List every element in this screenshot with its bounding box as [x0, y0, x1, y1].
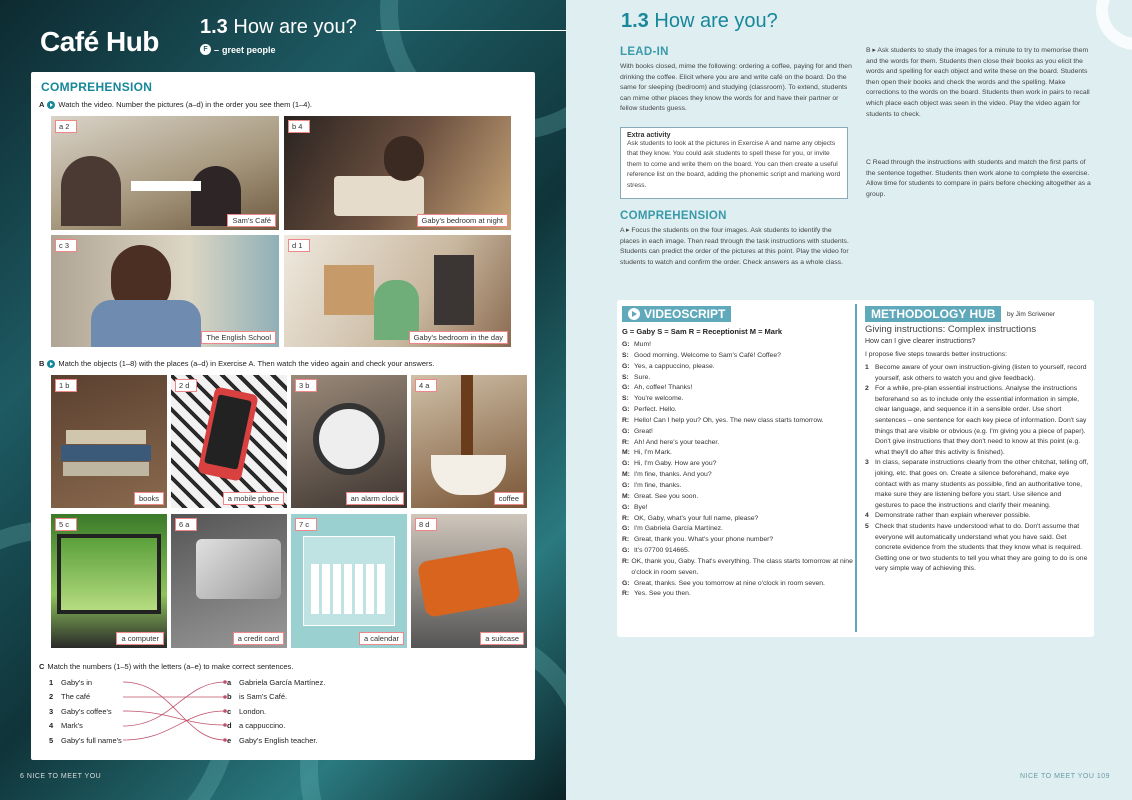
script-line: G: Bye! — [622, 503, 648, 511]
right-page — [566, 0, 1132, 800]
methodology-step: 5 Check that students have understood what to do. Don't assume that everyone will automatically understand what you have said. Get concrete evidence from the students that they know what is required. Getting one or two students to tell you what they are going to do is one very simple way of achieving this. — [865, 522, 1088, 573]
script-line: G: I'm Gabriela García Martínez. — [622, 525, 723, 533]
script-line: M: I'm fine, thanks. And you? — [622, 471, 712, 479]
picture-tag: 2 d — [175, 379, 197, 392]
comprehension-b-text: B ▸ Ask students to study the images for a minute to try to memorise them and the words for them. Students then close their books as you elicit the words and spelling for each object and write these on the board. Students then open their books and check the words and the spelling. Make corrections to the words on the board. Students then work in pairs to recall which place each object was seen in the video. Play the video again for students to check. — [866, 47, 1090, 118]
picture-tag: 7 c — [295, 518, 317, 531]
comprehension-c-text: C Read through the instructions with students and match the first parts of the sentence together. Students then work alone to complete the exercise. Allow time for students to compare in pairs before checking altogether as a group. — [866, 159, 1091, 198]
match-item: e Gaby's English teacher. — [227, 735, 318, 745]
picture-caption: Gaby's bedroom at night — [417, 214, 508, 227]
section-comprehension: COMPREHENSION — [620, 210, 727, 222]
lesson-goal: F – greet people — [200, 44, 276, 55]
exercise-a-instruction: A Watch the video. Number the pictures (a–d) in the order you see them (1–4). — [39, 100, 313, 109]
comprehension-a-text: A ▸ Focus the students on the four images. Ask students to identify the places in each image. Then read through the task instructions with students. Students can predict the order of the pictures at this point. Play the video for students to watch and confirm the order. Check answers as a whole class. — [620, 227, 849, 266]
script-line: M: Great. See you soon. — [622, 492, 699, 500]
picture-caption: The English School — [201, 331, 276, 344]
script-line: G: Ah, coffee! Thanks! — [622, 384, 693, 392]
picture-7 — [291, 514, 407, 648]
section-comprehension: COMPREHENSION — [41, 80, 153, 94]
videoscript-heading: VIDEOSCRIPT — [622, 306, 731, 322]
picture-tag: 3 b — [295, 379, 317, 392]
methodology-steps — [865, 363, 1089, 575]
picture-tag: b 4 — [288, 120, 310, 133]
script-line: R: OK, Gaby, what's your full name, please? — [622, 514, 759, 522]
script-line: G: Great! — [622, 427, 653, 435]
script-line: G: Perfect. Hello. — [622, 406, 677, 414]
methodology-step: 4 Demonstrate rather than explain wherever possible. — [865, 512, 1031, 520]
picture-d — [284, 235, 511, 347]
script-line: S: Good morning. Welcome to Sam's Café! Coffee? — [622, 351, 781, 359]
methodology-author: by Jim Scrivener — [1007, 311, 1056, 318]
script-line: G: Great, thanks. See you tomorrow at nine o'clock in room seven. — [622, 579, 825, 587]
brand-title: Café Hub — [40, 26, 159, 57]
match-item: 4 Mark's — [49, 721, 83, 731]
picture-3 — [291, 375, 407, 508]
column-divider — [855, 304, 857, 632]
header-rule — [376, 30, 566, 31]
picture-caption: a computer — [116, 632, 164, 645]
script-line: S: You're welcome. — [622, 395, 684, 403]
match-item: 1 Gaby's in — [49, 677, 93, 687]
methodology-intro: I propose five steps towards better instructions: — [865, 351, 1008, 358]
extra-activity-box — [620, 127, 848, 199]
script-line: G: I'm fine, thanks. — [622, 481, 682, 489]
script-line: R: OK, thank you, Gaby. That's everything. The class starts tomorrow at nine o'clock in room seven. — [622, 557, 853, 576]
match-item: a Gabriela García Martínez. — [227, 677, 326, 687]
script-line: S: Sure. — [622, 373, 651, 381]
methodology-subtitle: Giving instructions: Complex instructions — [865, 324, 1037, 335]
script-line: G: Mum! — [622, 341, 651, 348]
left-footer: 6 NICE TO MEET YOU — [20, 773, 102, 780]
video-icon — [47, 101, 55, 109]
picture-tag: 1 b — [55, 379, 77, 392]
picture-caption: a suitcase — [480, 632, 524, 645]
picture-caption: an alarm clock — [346, 492, 404, 505]
script-line: M: Hi, I'm Mark. — [622, 449, 672, 457]
picture-tag: a 2 — [55, 120, 77, 133]
methodology-step: 1 Become aware of your own instruction-giving (listen to yourself, record yourself, ask others to watch you and give feedback). — [865, 364, 1087, 382]
picture-tag: 8 d — [415, 518, 437, 531]
picture-caption: books — [134, 492, 164, 505]
picture-6 — [171, 514, 287, 648]
picture-b — [284, 116, 511, 230]
picture-caption: a calendar — [359, 632, 404, 645]
speaker-key: G = Gaby S = Sam R = Receptionist M = Mark — [622, 327, 783, 336]
exercise-c-instruction: C Match the numbers (1–5) with the letters (a–e) to make correct sentences. — [39, 662, 294, 671]
play-icon — [628, 308, 640, 320]
picture-caption: coffee — [494, 492, 524, 505]
picture-tag: 5 c — [55, 518, 77, 531]
exercise-card — [31, 72, 535, 760]
video-icon — [47, 360, 55, 368]
script-line: R: Yes. See you then. — [622, 590, 691, 598]
picture-a — [51, 116, 279, 230]
lesson-heading: 1.3 How are you? — [200, 16, 357, 38]
picture-4 — [411, 375, 527, 508]
videoscript-panel — [617, 300, 1094, 637]
match-item: b is Sam's Café. — [227, 692, 288, 702]
picture-tag: 6 a — [175, 518, 197, 531]
script-line: G: It's 07700 914665. — [622, 547, 690, 555]
right-footer: NICE TO MEET YOU 109 — [1019, 773, 1110, 780]
extra-activity-title: Extra activity — [627, 132, 671, 139]
goal-icon: F — [200, 44, 211, 55]
match-item: 5 Gaby's full name's — [49, 735, 122, 745]
picture-tag: 4 a — [415, 379, 437, 392]
picture-2 — [171, 375, 287, 508]
methodology-step: 2 For a while, pre-plan essential instructions. Analyse the instructions beforehand so as to include only the essential information in simple, clear language, and sequence it in a sensible order. Use short sentences – one sentence for each key piece of information. Don't say things that are visible or obvious (e.g. I'm giving you a piece of paper). Don't give instructions that they don't need to know at this point (e.g. what they'll do after this activity is finished). — [865, 385, 1087, 456]
picture-tag: c 3 — [55, 239, 77, 252]
match-item: 2 The café — [49, 692, 91, 702]
lesson-heading: 1.3 How are you? — [621, 10, 778, 32]
methodology-step: 3 In class, separate instructions clearly from the other chitchat, telling off, joking, etc. that goes on. Create a silence beforehand, make eye contact with as many students as possible, find an authoritative tone, make sure they are listening before you start. Use silence and gestures to pace the instructions and clarify their meaning. — [865, 459, 1089, 509]
picture-caption: Sam's Café — [227, 214, 276, 227]
match-item: d a cappuccino. — [227, 721, 286, 731]
picture-tag: d 1 — [288, 239, 310, 252]
picture-caption: a mobile phone — [223, 492, 284, 505]
picture-c — [51, 235, 279, 347]
picture-caption: a credit card — [233, 632, 284, 645]
picture-8 — [411, 514, 527, 648]
script-line: R: Great, thank you. What's your phone number? — [622, 536, 774, 544]
extra-activity-text: Ask students to look at the pictures in Exercise A and name any objects that they know. You could ask students to spell these for you, or invite them to come and write them on the board. You can then create a useful reference list on the board, adding the phonemic script and marking word stress. — [627, 140, 841, 189]
script-line: R: Ah! And here's your teacher. — [622, 438, 720, 446]
script-line: G: Yes, a cappuccino, please. — [622, 362, 715, 370]
exercise-b-instruction: B Match the objects (1–8) with the places (a–d) in Exercise A. Then watch the video again and check your answers. — [39, 359, 435, 368]
picture-5 — [51, 514, 167, 648]
picture-caption: Gaby's bedroom in the day — [409, 331, 508, 344]
script-line: R: Hello! Can I help you? Oh, yes. The new class starts tomorrow. — [622, 416, 824, 424]
script-line: G: Hi, I'm Gaby. How are you? — [622, 460, 717, 468]
section-leadin: LEAD-IN — [620, 46, 669, 58]
match-item: 3 Gaby's coffee's — [49, 706, 112, 716]
match-lines — [123, 675, 233, 750]
match-left-column — [49, 675, 129, 748]
methodology-heading: METHODOLOGY HUB — [865, 306, 1001, 322]
decor-circle — [1096, 0, 1132, 50]
match-item: c London. — [227, 706, 267, 716]
leadin-text: With books closed, mime the following: ordering a coffee, paying for and then drinking the coffee. Elicit where you are and write café on the board. Do the same for sleeping (bedroom) and studying (classroom). To extend, students can mime other places they know the words for and have their partner or fellow students guess. — [620, 63, 852, 113]
picture-1 — [51, 375, 167, 508]
methodology-question: How can I give clearer instructions? — [865, 338, 976, 345]
videoscript-lines — [622, 340, 857, 600]
match-right-column — [227, 675, 357, 748]
